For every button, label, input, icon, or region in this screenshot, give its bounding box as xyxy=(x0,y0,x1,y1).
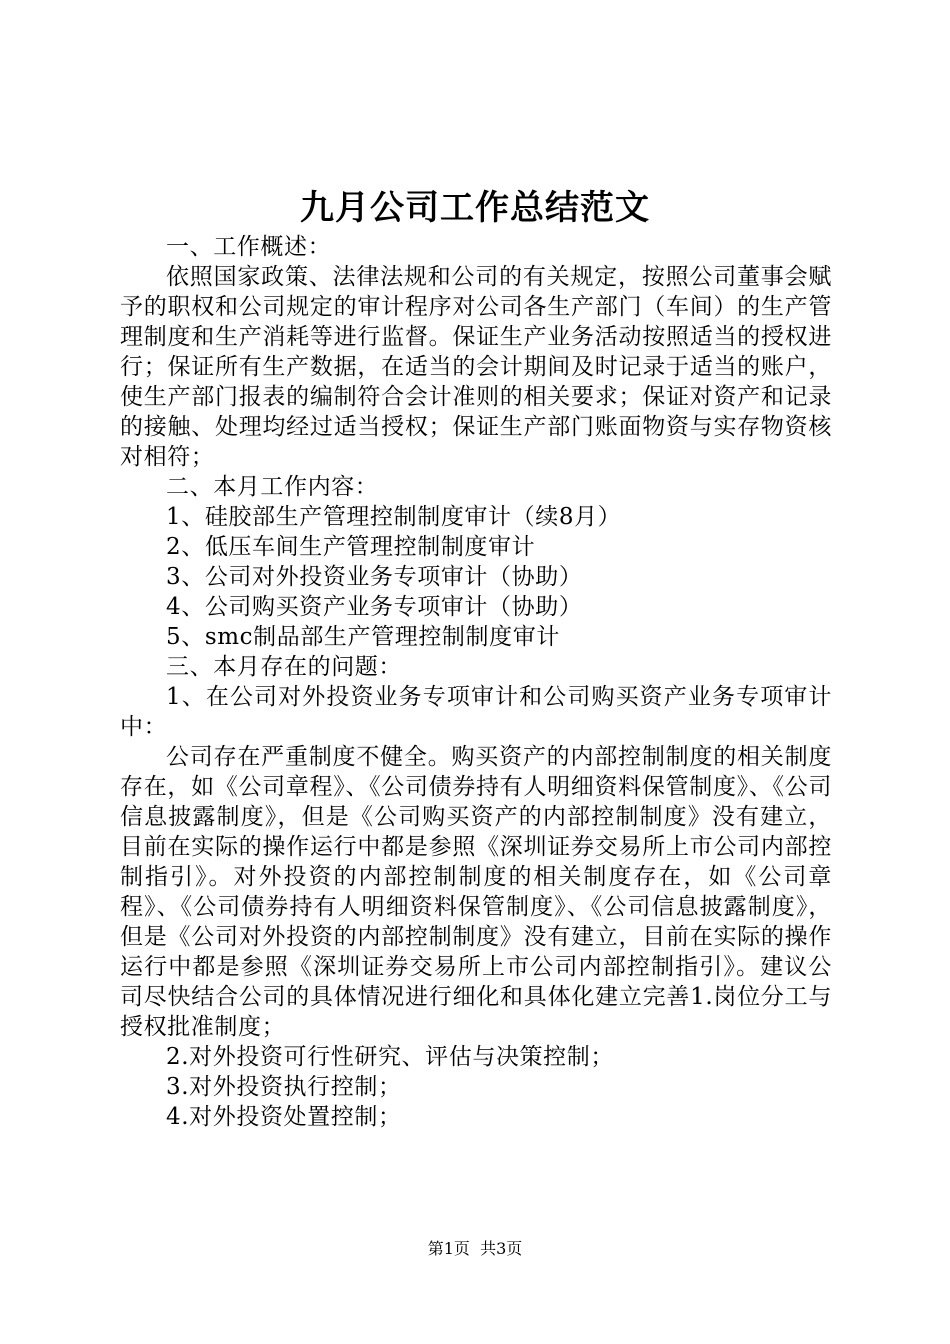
page-number: 第1页 xyxy=(427,1239,470,1258)
list-item: 3.对外投资执行控制； xyxy=(166,1074,402,1100)
list-item: 1、硅胶部生产管理控制制度审计（续8月） xyxy=(166,504,622,530)
page-total: 共3页 xyxy=(480,1239,523,1258)
list-item: 2、低压车间生产管理控制制度审计 xyxy=(166,534,536,560)
paragraph-overview: 依照国家政策、法律法规和公司的有关规定，按照公司董事会赋予的职权和公司规定的审计程序对公司各生产部门（车间）的生产管理制度和生产消耗等进行监督。保证生产业务活动按照适当的授权进行；保证所有生产数据，在适当的会计期间及时记录于适当的账户，使生产部门报表的编制符合会计准则的相关要求；保证对资产和记录的接触、处理均经过适当授权；保证生产部门账面物资与实存物资核对相符； xyxy=(120,264,832,470)
section-heading-overview: 一、工作概述： xyxy=(166,234,332,260)
section-heading-problems: 三、本月存在的问题： xyxy=(166,654,402,680)
list-item: 4、公司购买资产业务专项审计（协助） xyxy=(166,594,583,620)
list-item: 5、smc制品部生产管理控制制度审计 xyxy=(166,624,560,650)
list-item: 3、公司对外投资业务专项审计（协助） xyxy=(166,564,583,590)
list-item: 2.对外投资可行性研究、评估与决策控制； xyxy=(166,1044,614,1070)
document-title: 九月公司工作总结范文 xyxy=(300,188,650,228)
paragraph-problem-detail: 公司存在严重制度不健全。购买资产的内部控制制度的相关制度存在，如《公司章程》、《公司债券持有人明细资料保管制度》、《公司信息披露制度》，但是《公司购买资产的内部控制制度》没有建立，目前在实际的操作运行中都是参照《深圳证券交易所上市公司内部控制指引》。对外投资的内部控制制度的相关制度存在，如《公司章程》、《公司债券持有人明细资料保管制度》、《公司信息披露制度》，但是《公司对外投资的内部控制制度》没有建立，目前在实际的操作运行中都是参照《深圳证券交易所上市公司内部控制指引》。建议公司尽快结合公司的具体情况进行细化和具体化建立完善1.岗位分工与授权批准制度； xyxy=(120,744,832,1040)
page-footer xyxy=(0,1238,950,1260)
list-item: 4.对外投资处置控制； xyxy=(166,1104,402,1130)
section-heading-work-content: 二、本月工作内容： xyxy=(166,474,379,500)
document-body xyxy=(120,232,832,1132)
problem-item: 1、在公司对外投资业务专项审计和公司购买资产业务专项审计中： xyxy=(120,684,832,740)
